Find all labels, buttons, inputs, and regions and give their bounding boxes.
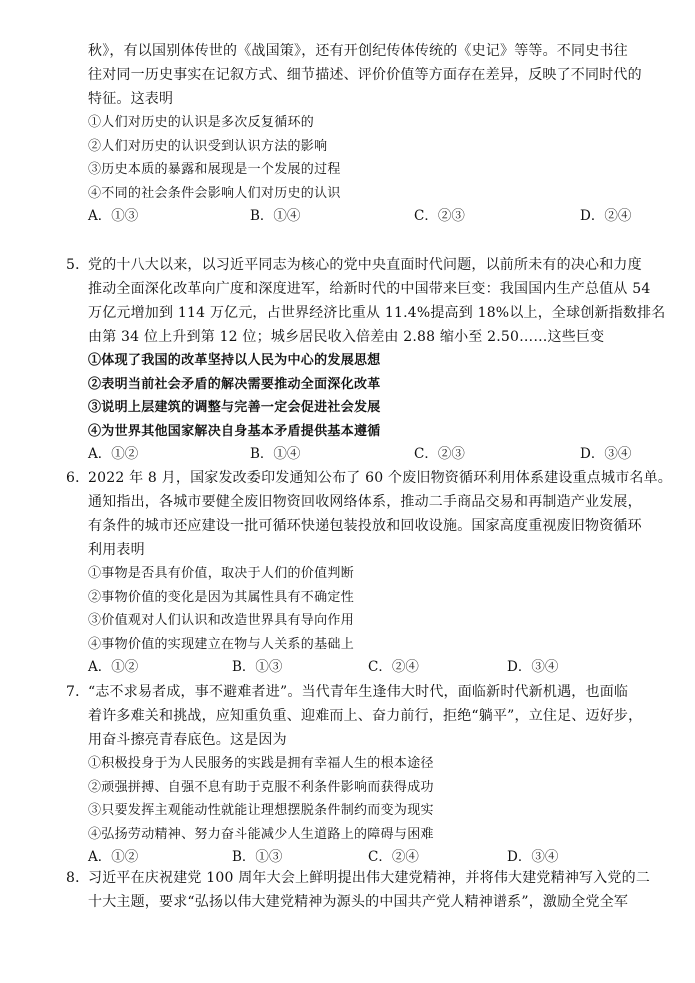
q5-item-1: ①体现了我国的改革坚持以人民为中心的发展思想 [88,353,381,368]
q4-stem-line-1: 秋》，有以国别体传世的《战国策》，还有开创纪传体传统的《史记》等等。不同史书往 [88,43,628,59]
q4-option-a[interactable]: A．①③ [88,208,139,224]
q5-item-4: ④为世界其他国家解决自身基本矛盾提供基本遵循 [88,423,381,439]
q4-item-2: ②人们对历史的认识受到认识方法的影响 [88,138,328,154]
q6-item-1: ①事物是否具有价值，取决于人们的价值判断 [88,566,355,581]
q6-option-b[interactable]: B．①③ [232,659,283,675]
q4-stem-line-2: 往对同一历史事实在记叙方式、细节描述、评价价值等方面存在差异，反映了不同时代的 [88,67,642,83]
q7-stem-line-3: 用奋斗擦亮青春底色。这是因为 [88,732,287,748]
q7-item-4: ④弘扬劳动精神、努力奋斗能减少人生道路上的障碍与困难 [88,826,434,842]
q5-stem-line-4: 由第 34 位上升到第 12 位；城乡居民收入倍差由 2.88 缩小至 2.50……这些巨变 [88,329,605,345]
q8-number: 8． [66,870,90,886]
q6-stem-line-3: 有条件的城市还应建设一批可循环快递包装投放和回收设施。国家高度重视废旧物资循环 [88,518,642,534]
q5-option-a[interactable]: A．①② [88,446,139,462]
q7-stem-line-2: 着许多难关和挑战，应知重负重、迎难而上、奋力前行，拒绝“躺平”，立住足、迈好步， [88,708,643,724]
q7-option-a[interactable]: A．①② [88,849,139,865]
q7-option-c[interactable]: C．②④ [368,849,419,865]
q5-option-b[interactable]: B．①④ [250,446,301,462]
q6-option-a[interactable]: A．①② [88,659,139,675]
q4-option-b[interactable]: B．①④ [250,208,301,224]
q7-item-1: ①积极投身于为人民服务的实践是拥有幸福人生的根本途径 [88,756,434,771]
q5-stem-line-2: 推动全面深化改革向广度和深度进军，给新时代的中国带来巨变：我国国内生产总值从 54 [88,281,651,297]
q4-item-3: ③历史本质的暴露和展现是一个发展的过程 [88,162,341,177]
q5-option-c[interactable]: C．②③ [414,446,465,462]
q5-item-2: ②表明当前社会矛盾的解决需要推动全面深化改革 [88,376,381,392]
q4-stem-line-3: 特征。这表明 [88,91,174,107]
q8-stem-text-1: 习近平在庆祝建党 100 周年大会上鲜明提出伟大建党精神，并将伟大建党精神写入党的二 [88,870,651,886]
q5-number: 5． [66,257,90,273]
q6-stem-text-1: 2022 年 8 月，国家发改委印发通知公布了 60 个废旧物资循环利用体系建设重点城市名单。 [88,470,672,486]
q4-option-c[interactable]: C．②③ [414,208,465,224]
q4-item-1: ①人们对历史的认识是多次反复循环的 [88,115,315,130]
q6-option-c[interactable]: C．②④ [368,659,419,675]
question-8 [66,866,668,914]
q7-option-d[interactable]: D．③④ [507,849,559,865]
q7-stem-text-1: “志不求易者成，事不避难者进”。当代青年生逢伟大时代，面临新时代新机遇，也面临 [88,684,629,700]
q7-answer-options [88,846,668,868]
q5-stem-line-1 [66,253,668,277]
question-6 [66,466,672,678]
q6-answer-options [88,656,668,678]
q5-stem-line-3: 万亿元增加到 114 万亿元，占世界经济比重从 11.4%提高到 18%以上，全球创新指数排名 [88,305,666,321]
q6-option-d[interactable]: D．③④ [507,659,559,675]
q7-option-b[interactable]: B．①③ [232,849,283,865]
q7-item-3: ③只要发挥主观能动性就能让理想摆脱条件制约而变为现实 [88,803,434,818]
question-4 [88,39,668,227]
q6-stem-line-1 [66,466,672,490]
q8-stem-line-2: 十大主题，要求“弘扬以伟大建党精神为源头的中国共产党人精神谱系”，激励全党全军 [88,894,629,910]
q5-answer-options [88,443,668,465]
q5-option-d[interactable]: D．③④ [580,446,632,462]
q6-item-2: ②事物价值的变化是因为其属性具有不确定性 [88,589,355,605]
q4-option-d[interactable]: D．②④ [580,208,632,224]
q7-item-2: ②顽强拼搏、自强不息有助于克服不利条件影响而获得成功 [88,779,434,795]
q5-item-3: ③说明上层建筑的调整与完善一定会促进社会发展 [88,400,381,415]
question-7 [66,680,668,868]
q6-number: 6． [66,470,90,486]
q4-item-4: ④不同的社会条件会影响人们对历史的认识 [88,185,341,201]
q6-stem-line-4: 利用表明 [88,542,145,558]
q6-item-4: ④事物价值的实现建立在物与人关系的基础上 [88,636,355,652]
q7-number: 7． [66,684,90,700]
q6-stem-line-2: 通知指出，各城市要健全废旧物资回收网络体系，推动二手商品交易和再制造产业发展， [88,494,642,510]
q7-stem-line-1 [66,680,668,704]
q8-stem-line-1 [66,866,668,890]
q6-item-3: ③价值观对人们认识和改造世界具有导向作用 [88,613,355,628]
q5-stem-text-1: 党的十八大以来，以习近平同志为核心的党中央直面时代问题，以前所未有的决心和力度 [88,257,642,273]
q4-answer-options [88,205,668,227]
question-5 [66,253,668,465]
